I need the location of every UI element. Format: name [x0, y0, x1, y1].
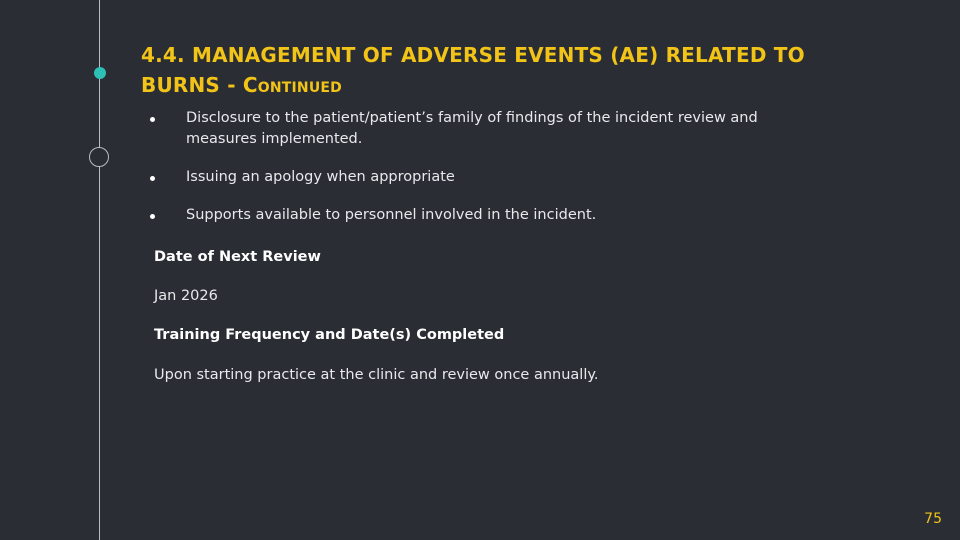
slide-title-main: 4.4. MANAGEMENT OF ADVERSE EVENTS (AE) RELATED TO BURNS - [141, 43, 805, 97]
bullet-text: Supports available to personnel involved in the incident. [186, 207, 597, 223]
timeline-line [99, 0, 100, 540]
slide-title-suffix: Continued [242, 73, 342, 97]
bullet-text: Disclosure to the patient/patient’s family of findings of the incident review and measures implemented. [186, 110, 758, 147]
timeline-active-dot-icon [94, 67, 106, 79]
training-value: Upon starting practice at the clinic and review once annually. [154, 367, 599, 383]
bullet-text: Issuing an apology when appropriate [186, 169, 455, 185]
training-heading: Training Frequency and Date(s) Completed [154, 327, 505, 343]
next-review-value: Jan 2026 [154, 288, 218, 304]
slide-title [141, 40, 841, 100]
page-number: 75 [924, 511, 942, 527]
bullet-dot-icon [150, 214, 155, 219]
bullet-item [150, 167, 800, 188]
bullet-item [150, 205, 800, 226]
bullet-dot-icon [150, 117, 155, 122]
bullet-item [150, 108, 800, 150]
next-review-heading: Date of Next Review [154, 249, 321, 265]
bullet-dot-icon [150, 176, 155, 181]
timeline-ring-dot-icon [89, 147, 109, 167]
bullet-list [150, 108, 800, 226]
